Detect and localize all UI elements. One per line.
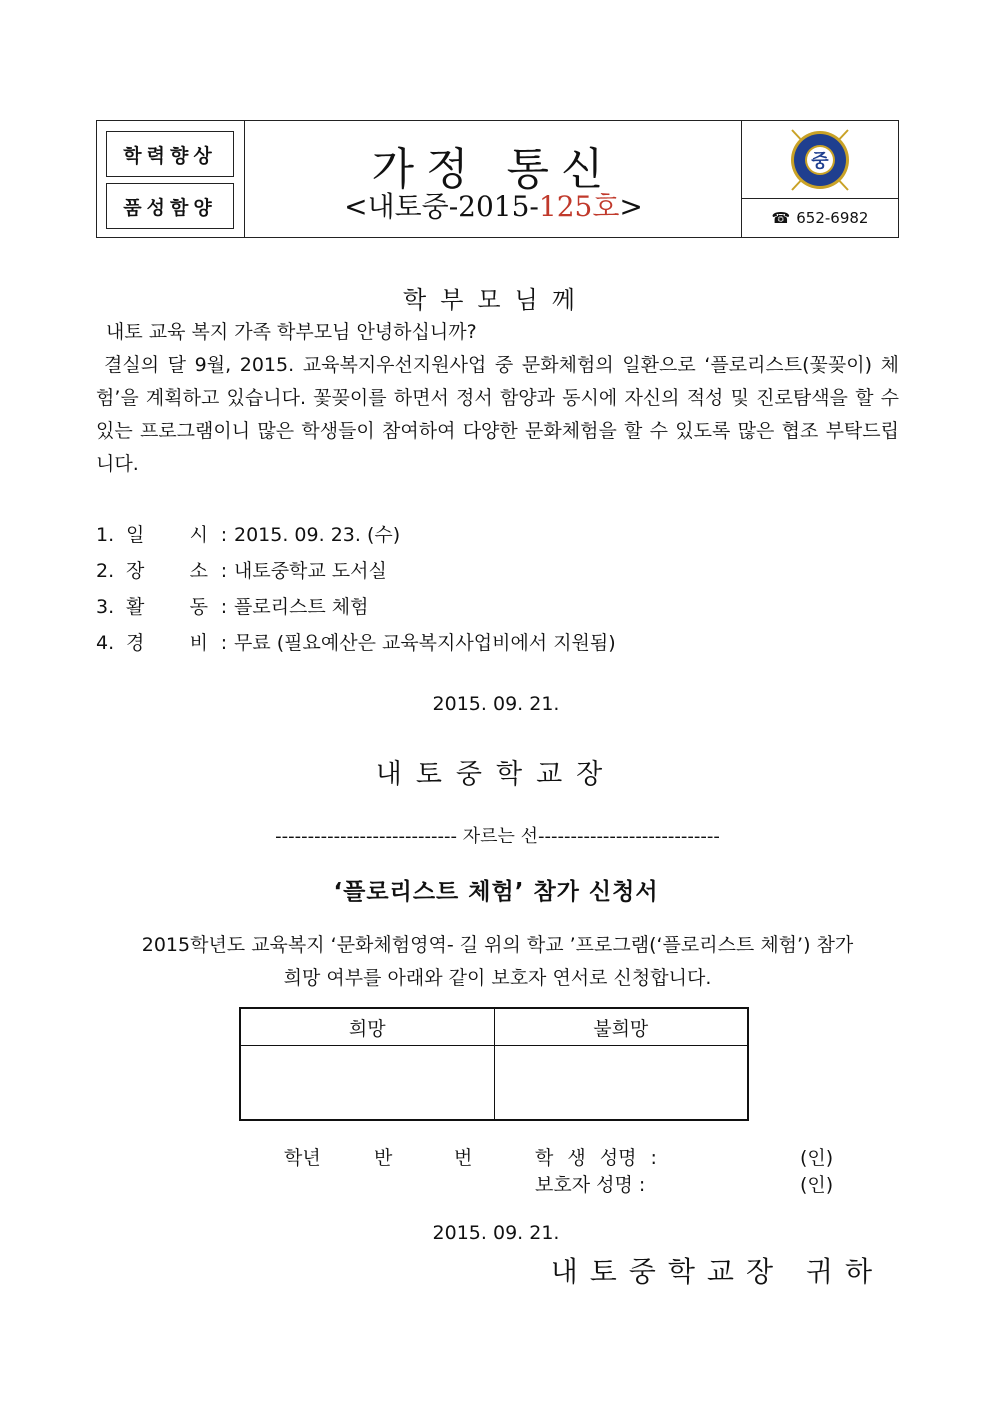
telephone-icon: ☎ xyxy=(771,209,791,227)
colon: : xyxy=(220,596,228,618)
greeting-line: 내토 교육 복지 가족 학부모님 안녕하십니까? xyxy=(106,321,477,343)
class-field[interactable]: 반 xyxy=(374,1147,393,1169)
motto-academic: 학력향상 xyxy=(106,131,234,177)
item-label xyxy=(126,553,214,589)
school-logo xyxy=(742,121,898,199)
guardian-name-label: 보호자 성명 : xyxy=(535,1174,646,1196)
school-emblem-icon xyxy=(784,124,856,196)
student-name-label: 학 생 성명 : xyxy=(535,1147,657,1169)
logo-glyph: 중 xyxy=(811,151,829,172)
item-label xyxy=(126,589,214,625)
item-label-char: 활 xyxy=(126,596,145,618)
details-list xyxy=(96,517,899,661)
guardian-seal[interactable]: (인) xyxy=(800,1174,834,1196)
form-date: 2015. 09. 21. xyxy=(432,1222,560,1244)
column-header-not-want: 불희망 xyxy=(494,1008,748,1046)
item-label-char: 장 xyxy=(126,560,145,582)
item-label-char: 동 xyxy=(189,596,208,618)
item-value: 플로리스트 체험 xyxy=(234,596,369,618)
item-label-char: 비 xyxy=(189,632,208,654)
participation-table xyxy=(239,1007,749,1121)
item-label-char: 소 xyxy=(189,560,208,582)
form-description-line: 2015학년도 교육복지 ‘문화체험영역- 길 위의 학교 ’프로그램(‘플로리스트 체험’) 참가 xyxy=(141,934,854,956)
addressee: 내토중학교장 귀하 xyxy=(550,1255,884,1288)
document-title: 가정 통신 xyxy=(371,144,616,195)
motto-column xyxy=(97,121,245,237)
colon: : xyxy=(220,524,228,546)
greeting: 학부모님께 xyxy=(403,286,589,314)
item-number: 1. xyxy=(96,524,115,546)
grade-field[interactable]: 학년 xyxy=(284,1147,321,1169)
issue-suffix: > xyxy=(619,190,643,223)
item-number: 3. xyxy=(96,596,115,618)
item-number: 2. xyxy=(96,560,115,582)
colon: : xyxy=(220,632,228,654)
issue-prefix: <내토중-2015- xyxy=(344,190,539,223)
list-item xyxy=(96,553,899,589)
item-label-char: 시 xyxy=(189,524,208,546)
column-header-want: 희망 xyxy=(240,1008,494,1046)
colon: : xyxy=(220,560,228,582)
cut-line: ---------------------------- 자르는 선---------------------------- xyxy=(275,826,720,847)
form-description-line: 희망 여부를 아래와 같이 보호자 연서로 신청합니다. xyxy=(283,967,712,989)
item-label xyxy=(126,517,214,553)
main-paragraph: 결실의 달 9월, 2015. 교육복지우선지원사업 중 문화체험의 일환으로 ‘플로리스트(꽃꽂이) 체험’을 계획하고 있습니다. 꽃꽂이를 하면서 정서 함양과 동시에 자신의 적성 및 진로탐색을 할 수 있는 프로그램이니 많은 학생들이 참여하여 다양한 문화체험을 할 수 있도록 많은 협조 부탁드립니다. xyxy=(96,354,899,475)
not-want-mark-cell[interactable] xyxy=(494,1046,748,1121)
item-label-char: 경 xyxy=(126,632,145,654)
item-value: 내토중학교 도서실 xyxy=(234,560,387,582)
issue-number xyxy=(245,185,742,225)
phone-number: 652-6982 xyxy=(796,209,869,227)
form-description xyxy=(96,929,899,995)
issue-date: 2015. 09. 21. xyxy=(432,693,560,715)
item-value: 2015. 09. 23. (수) xyxy=(234,524,401,546)
student-seal[interactable]: (인) xyxy=(800,1147,834,1169)
motto-character: 품성함양 xyxy=(106,183,234,229)
header-box xyxy=(96,120,899,238)
school-info-column xyxy=(741,121,898,237)
form-title: ‘플로리스트 체험’ 참가 신청서 xyxy=(333,879,659,905)
want-mark-cell[interactable] xyxy=(240,1046,494,1121)
item-value: 무료 (필요예산은 교육복지사업비에서 지원됨) xyxy=(234,632,616,654)
item-number: 4. xyxy=(96,632,115,654)
issue-number-red: 125호 xyxy=(538,190,620,223)
principal-signature: 내토중학교장 xyxy=(375,759,617,790)
list-item xyxy=(96,589,899,625)
item-label xyxy=(126,625,214,661)
number-field[interactable]: 번 xyxy=(454,1147,473,1169)
list-item xyxy=(96,625,899,661)
item-label-char: 일 xyxy=(126,524,145,546)
list-item xyxy=(96,517,899,553)
phone-info xyxy=(742,198,898,237)
